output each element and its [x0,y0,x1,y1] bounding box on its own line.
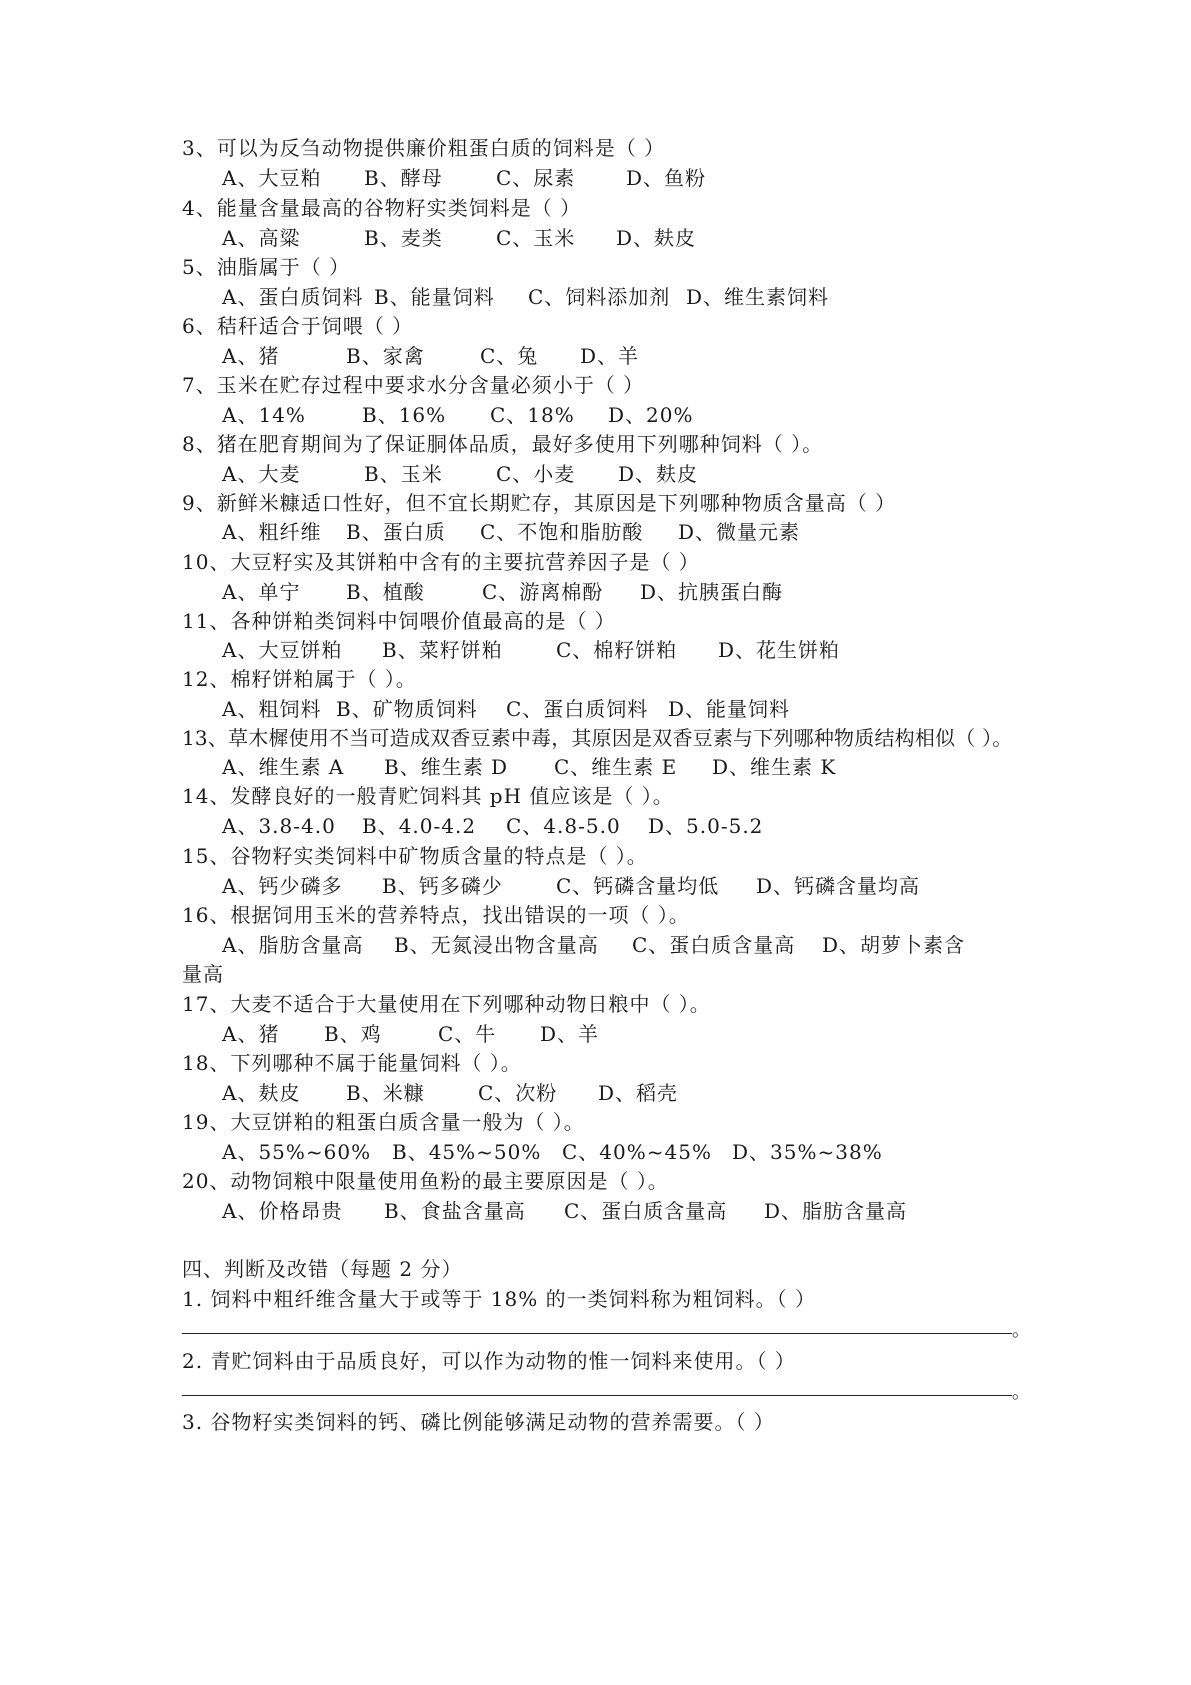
option-a: A、猪 [222,344,280,368]
option-b: B、钙多磷少 [382,874,503,898]
option-b: B、蛋白质 [346,520,446,544]
option-b: B、16% [362,403,447,427]
question-14: 14、发酵良好的一般青贮饲料其 pH 值应该是（ ）。 [182,784,674,808]
option-b: B、无氮浸出物含量高 [394,933,599,957]
question-19: 19、大豆饼粕的粗蛋白质含量一般为（ ）。 [182,1110,585,1134]
option-c: C、小麦 [496,462,576,486]
options-row-4 [0,224,1191,252]
option-a: A、3.8-4.0 [222,814,336,838]
option-c: C、40%~45% [562,1140,712,1164]
option-d: D、微量元素 [678,520,801,544]
options-row-13 [0,753,1191,781]
option-c: C、钙磷含量均低 [556,874,720,898]
option-c: C、蛋白质含量高 [564,1199,728,1223]
option-d: D、羊 [580,344,640,368]
option-c: C、次粉 [478,1081,558,1105]
option-d: D、花生饼粕 [718,638,841,662]
options-row-8 [0,460,1191,488]
option-a: A、高粱 [222,226,301,250]
option-b: B、菜籽饼粕 [382,638,503,662]
option-c: C、牛 [438,1022,497,1046]
option-d: D、钙磷含量均高 [756,874,921,898]
options-row-5 [0,283,1191,311]
question-4: 4、能量含量最高的谷物籽实类饲料是（ ） [182,196,582,220]
judgement-item-3: 3. 谷物籽实类饲料的钙、磷比例能够满足动物的营养需要。（ ） [182,1410,775,1434]
option-c: C、维生素 E [554,755,678,779]
option-d: D、能量饲料 [668,697,791,721]
answer-line-end-mark: 。 [1012,1320,1030,1341]
question-7: 7、玉米在贮存过程中要求水分含量必须小于（ ） [182,373,645,397]
options-row-20 [0,1197,1191,1225]
options-row-12 [0,695,1191,723]
option-d: D、脂肪含量高 [764,1199,908,1223]
option-c: C、游离棉酚 [482,580,604,604]
option-c: C、18% [490,403,575,427]
question-9: 9、新鲜米糠适口性好，但不宜长期贮存，其原因是下列哪种物质含量高（ ） [182,491,897,515]
option-d: D、胡萝卜素含 [822,933,966,957]
option-b: B、植酸 [346,580,425,604]
options-row-7 [0,401,1191,429]
option-b: B、玉米 [364,462,443,486]
option-a: A、麸皮 [222,1081,301,1105]
option-b: B、矿物质饲料 [336,697,478,721]
judgement-item-2: 2. 青贮饲料由于品质良好，可以作为动物的惟一饲料来使用。（ ） [182,1349,796,1373]
option-b: B、4.0-4.2 [362,814,477,838]
option-c: C、蛋白质饲料 [506,697,649,721]
option-b: B、鸡 [324,1022,382,1046]
options-row-19 [0,1138,1191,1166]
options-row-16 [0,931,1191,959]
option-b: B、米糠 [346,1081,425,1105]
option-d: D、维生素 K [712,755,837,779]
option-a: A、钙少磷多 [222,874,343,898]
options-row-15 [0,872,1191,900]
option-b: B、维生素 D [384,755,509,779]
option-a: A、粗饲料 [222,697,322,721]
question-16: 16、根据饲用玉米的营养特点，找出错误的一项（ ）。 [182,903,690,927]
option-a: A、价格昂贵 [222,1199,343,1223]
question-20: 20、动物饲粮中限量使用鱼粉的最主要原因是（ ）。 [182,1169,669,1193]
option-a: A、大豆粕 [222,166,322,190]
option-d: D、鱼粉 [626,166,707,190]
option-d: D、羊 [540,1022,600,1046]
option-d: D、35%~38% [732,1140,883,1164]
option-c: C、玉米 [496,226,576,250]
question-10: 10、大豆籽实及其饼粕中含有的主要抗营养因子是（ ） [182,550,700,574]
question-5: 5、油脂属于（ ） [182,255,351,279]
option-a: A、维生素 A [222,755,345,779]
answer-line-end-mark: 。 [1012,1382,1030,1403]
option-d: D、稻壳 [598,1081,679,1105]
option-c: C、饲料添加剂 [528,285,671,309]
options-row-9 [0,518,1191,546]
option-d-wrap: 量高 [182,962,224,986]
question-11: 11、各种饼粕类饲料中饲喂价值最高的是（ ） [182,609,616,633]
option-c: C、尿素 [496,166,576,190]
question-17: 17、大麦不适合于大量使用在下列哪种动物日粮中（ ）。 [182,992,711,1016]
option-b: B、酵母 [364,166,443,190]
answer-line-1 [182,1333,1012,1334]
option-a: A、脂肪含量高 [222,933,364,957]
options-row-10 [0,578,1191,606]
option-c: C、棉籽饼粕 [556,638,678,662]
option-b: B、麦类 [364,226,443,250]
option-a: A、大豆饼粕 [222,638,343,662]
option-d: D、5.0-5.2 [648,814,764,838]
option-d: D、麸皮 [616,226,697,250]
options-row-17 [0,1020,1191,1048]
options-row-18 [0,1079,1191,1107]
option-b: B、食盐含量高 [384,1199,526,1223]
option-b: B、45%~50% [392,1140,542,1164]
option-a: A、单宁 [222,580,301,604]
option-c: C、兔 [480,344,539,368]
question-18: 18、下列哪种不属于能量饲料（ ）。 [182,1051,522,1075]
judgement-item-1: 1. 饲料中粗纤维含量大于或等于 18% 的一类饲料称为粗饲料。（ ） [182,1287,816,1311]
option-a: A、55%~60% [222,1140,372,1164]
option-c: C、蛋白质含量高 [632,933,796,957]
option-d: D、抗胰蛋白酶 [640,580,784,604]
options-row-6 [0,342,1191,370]
question-6: 6、秸秆适合于饲喂（ ） [182,314,414,338]
option-c: C、4.8-5.0 [506,814,621,838]
option-b: B、家禽 [346,344,425,368]
question-8: 8、猪在肥育期间为了保证胴体品质，最好多使用下列哪种饲料（ ）。 [182,432,824,456]
options-row-11 [0,636,1191,664]
option-c: C、不饱和脂肪酸 [480,520,644,544]
option-a: A、大麦 [222,462,301,486]
question-13: 13、草木樨使用不当可造成双香豆素中毒，其原因是双香豆素与下列哪种物质结构相似（ ）。 [182,726,1013,750]
question-15: 15、谷物籽实类饲料中矿物质含量的特点是（ ）。 [182,844,648,868]
option-d: D、麸皮 [618,462,699,486]
options-row-14 [0,812,1191,840]
option-d: D、20% [608,403,694,427]
option-a: A、14% [222,403,306,427]
option-a: A、猪 [222,1022,280,1046]
options-row-3 [0,164,1191,192]
answer-line-2 [182,1395,1012,1396]
section-4-title: 四、判断及改错（每题 2 分） [182,1257,463,1281]
question-12: 12、棉籽饼粕属于（ ）。 [182,667,417,691]
option-a: A、粗纤维 [222,520,322,544]
question-3: 3、可以为反刍动物提供廉价粗蛋白质的饲料是（ ） [182,136,666,160]
option-d: D、维生素饲料 [686,285,830,309]
option-a: A、蛋白质饲料 [222,285,364,309]
option-b: B、能量饲料 [374,285,495,309]
